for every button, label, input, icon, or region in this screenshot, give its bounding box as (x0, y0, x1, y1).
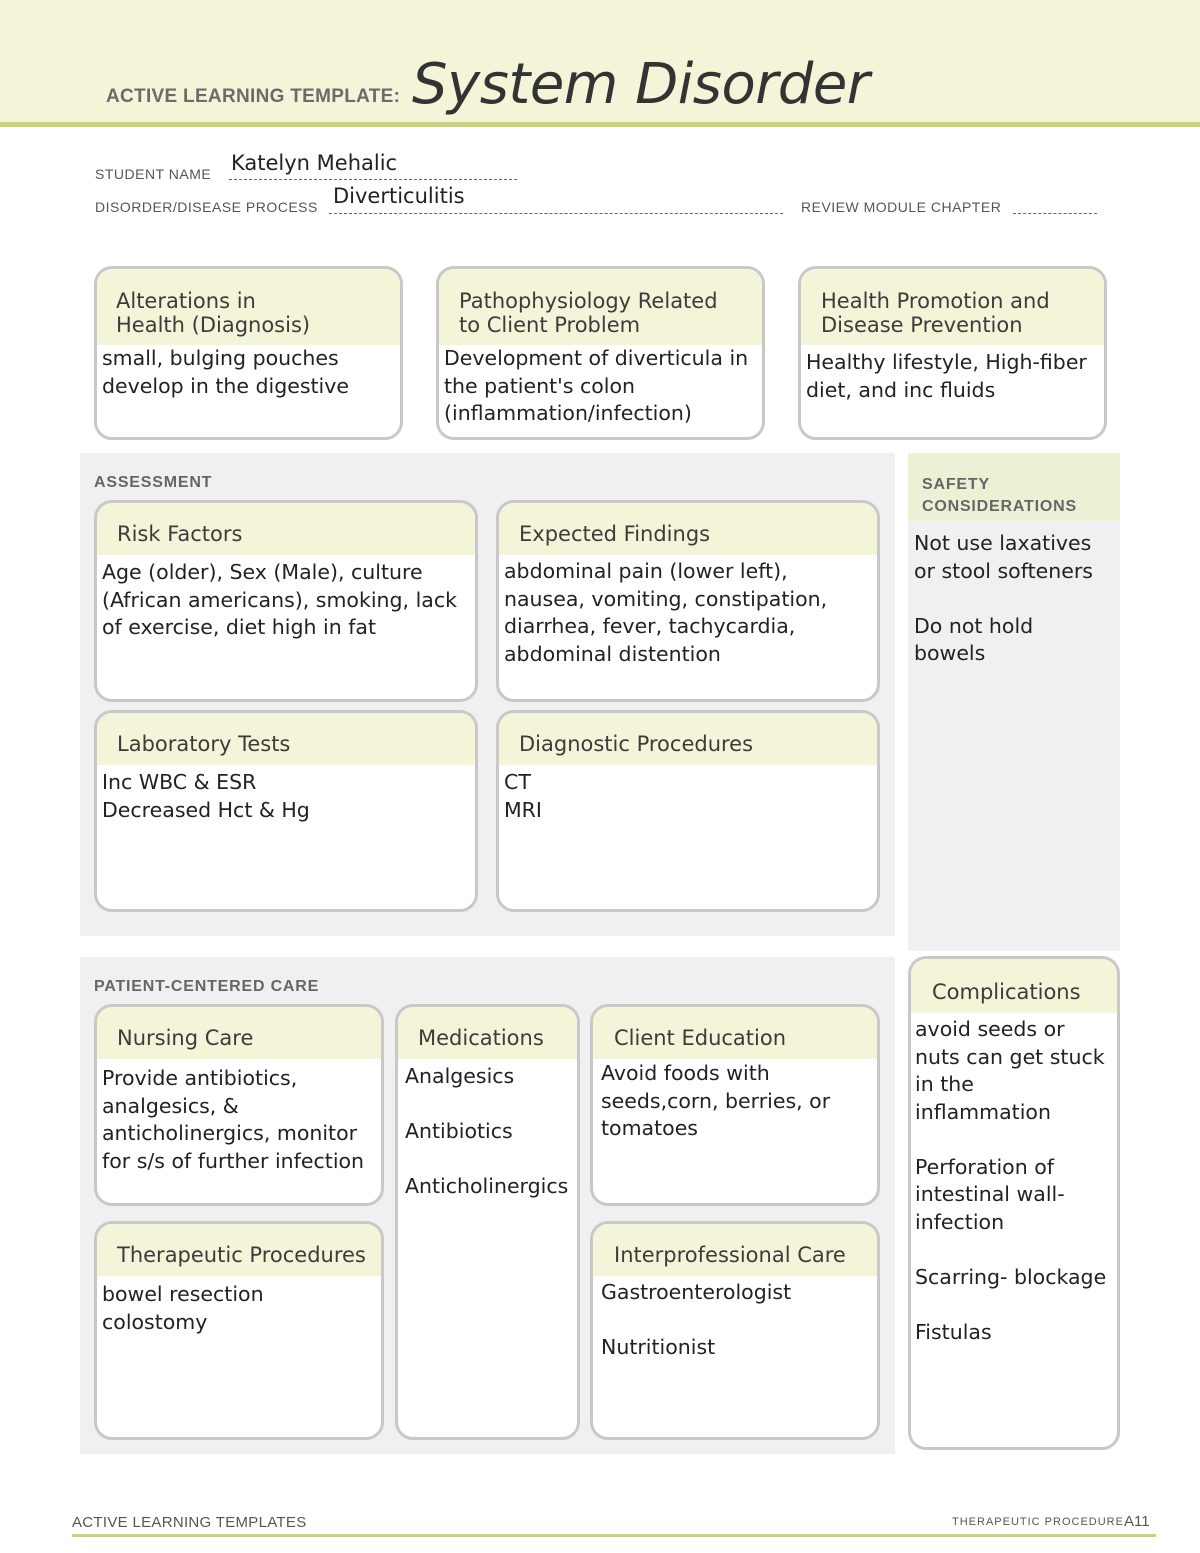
laboratory-tests-title: Laboratory Tests (97, 713, 475, 765)
interprofessional-care-body[interactable]: Gastroenterologist Nutritionist (601, 1280, 792, 1359)
alterations-box (94, 266, 403, 440)
client-education-box (590, 1004, 880, 1206)
risk-factors-title: Risk Factors (97, 503, 475, 555)
assessment-title: ASSESSMENT (94, 474, 213, 491)
health-promotion-title: Health Promotion and Disease Prevention (801, 269, 1104, 345)
student-name-label: STUDENT NAME (95, 166, 212, 182)
client-education-title: Client Education (593, 1007, 877, 1059)
complications-box (908, 956, 1120, 1450)
footer-page-number: A11 (1124, 1513, 1150, 1530)
interprofessional-care-box (590, 1221, 880, 1440)
footer-divider (72, 1534, 1156, 1537)
footer-left-label: ACTIVE LEARNING TEMPLATES (72, 1514, 307, 1531)
alterations-body[interactable]: small, bulging pouches develop in the digestive (102, 346, 349, 398)
risk-factors-body[interactable]: Age (older), Sex (Male), culture (African americans), smoking, lack of exercise, diet high in fat (102, 560, 457, 639)
footer-right-label: THERAPEUTIC PROCEDURE (952, 1516, 1124, 1528)
student-name-field[interactable]: Katelyn Mehalic (231, 151, 398, 175)
diagnostic-procedures-box (496, 710, 880, 912)
health-promotion-box (798, 266, 1107, 440)
complications-title: Complications (911, 959, 1117, 1013)
expected-findings-box (496, 500, 880, 702)
disorder-line (329, 212, 783, 214)
medications-body[interactable]: Analgesics Antibiotics Anticholinergics (405, 1064, 569, 1198)
interprofessional-care-title: Interprofessional Care (593, 1224, 877, 1276)
safety-title: SAFETY CONSIDERATIONS (922, 476, 1077, 515)
review-module-field[interactable] (1013, 212, 1097, 214)
safety-body[interactable]: Not use laxatives or stool softeners Do not hold bowels (914, 531, 1093, 665)
therapeutic-procedures-body[interactable]: bowel resection colostomy (102, 1282, 264, 1334)
complications-body[interactable]: avoid seeds or nuts can get stuck in the inflammation Perforation of intestinal wall- infection Scarring- blockage Fistulas (915, 1017, 1107, 1344)
pathophysiology-box (436, 266, 765, 440)
expected-findings-title: Expected Findings (499, 503, 877, 555)
client-education-body[interactable]: Avoid foods with seeds,corn, berries, or tomatoes (601, 1061, 831, 1140)
safety-panel (908, 453, 1120, 951)
alterations-title: Alterations in Health (Diagnosis) (97, 269, 400, 345)
medications-title: Medications (398, 1007, 577, 1059)
pathophysiology-body[interactable]: Development of diverticula in the patient's colon (inflammation/infection) (444, 346, 749, 425)
nursing-care-box (94, 1004, 384, 1206)
therapeutic-procedures-title: Therapeutic Procedures (97, 1224, 381, 1276)
nursing-care-title: Nursing Care (97, 1007, 381, 1059)
expected-findings-body[interactable]: abdominal pain (lower left), nausea, vomiting, constipation, diarrhea, fever, tachycardia, abdominal distention (504, 559, 828, 666)
template-title: System Disorder (412, 52, 870, 117)
disorder-field[interactable]: Diverticulitis (333, 184, 465, 208)
patient-centered-care-title: PATIENT-CENTERED CARE (94, 978, 320, 995)
laboratory-tests-body[interactable]: Inc WBC & ESR Decreased Hct & Hg (102, 770, 310, 822)
pathophysiology-title: Pathophysiology Related to Client Problem (439, 269, 762, 345)
student-name-line (229, 178, 517, 180)
diagnostic-procedures-title: Diagnostic Procedures (499, 713, 877, 765)
review-module-label: REVIEW MODULE CHAPTER (801, 199, 1002, 215)
header-divider (0, 122, 1200, 127)
risk-factors-box (94, 500, 478, 702)
health-promotion-body[interactable]: Healthy lifestyle, High-fiber diet, and inc fluids (806, 350, 1087, 402)
therapeutic-procedures-box (94, 1221, 384, 1440)
laboratory-tests-box (94, 710, 478, 912)
medications-box (395, 1004, 580, 1440)
diagnostic-procedures-body[interactable]: CT MRI (504, 770, 542, 822)
template-label: ACTIVE LEARNING TEMPLATE: (106, 86, 401, 107)
disorder-label: DISORDER/DISEASE PROCESS (95, 199, 318, 215)
nursing-care-body[interactable]: Provide antibiotics, analgesics, & anticholinergics, monitor for s/s of further infection (102, 1066, 365, 1173)
